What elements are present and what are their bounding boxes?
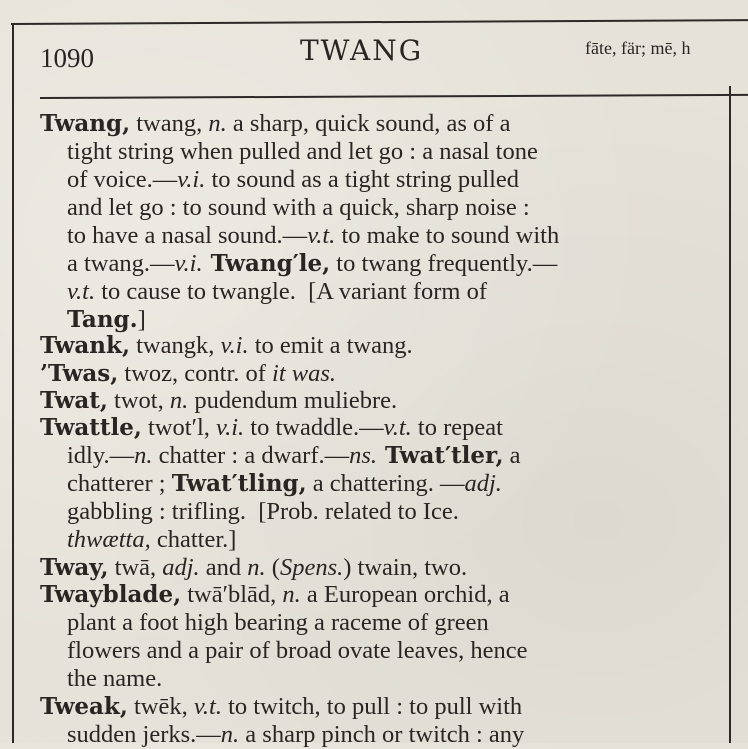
entry-line: v.t. to cause to twangle. [A variant form of — [67, 278, 488, 305]
headword: Tway, — [40, 554, 109, 581]
headword: Twat, — [40, 387, 108, 414]
headword: Twattle, — [40, 414, 142, 441]
page-left-border — [12, 25, 14, 743]
column-rule — [729, 86, 731, 743]
running-head: TWANG — [300, 34, 424, 67]
headword: Twang, — [40, 110, 131, 137]
entry-line: sudden jerks.—n. a sharp pinch or twitch : any — [67, 721, 525, 748]
entry-line: Twayblade, twā′blād, n. a European orchid, a — [40, 581, 510, 608]
sub-headword: Twat′tling, — [171, 470, 307, 497]
entry-line: Tang.] — [67, 306, 146, 333]
entry-line: Twang, twang, n. a sharp, quick sound, as of a — [40, 110, 511, 137]
entry-line: the name. — [67, 665, 163, 692]
entry-line: Twattle, twot′l, v.i. to twaddle.—v.t. to repeat — [40, 414, 503, 441]
entry-line: ’Twas, twoz, contr. of it was. — [40, 360, 337, 387]
entry-line: tight string when pulled and let go : a nasal tone — [67, 138, 538, 165]
entry-line: plant a foot high bearing a raceme of green — [67, 609, 489, 636]
headword: Tweak, — [40, 693, 128, 720]
entry-line: Tway, twā, adj. and n. (Spens.) twain, two. — [40, 554, 468, 581]
cross-reference: Tang. — [67, 306, 138, 333]
entry-line: and let go : to sound with a quick, sharp noise : — [67, 194, 530, 221]
header-rule — [40, 94, 748, 99]
headword: Twayblade, — [40, 581, 182, 608]
page-number: 1090 — [40, 43, 94, 73]
entry-line: thwætta, chatter.] — [67, 526, 237, 553]
pronunciation-key: fāte, fär; mē, h — [585, 38, 691, 58]
page-top-border — [11, 19, 748, 25]
sub-headword: Twat′tler, — [377, 442, 504, 469]
entry-line: Twank, twangk, v.i. to emit a twang. — [40, 332, 413, 359]
entry-line: flowers and a pair of broad ovate leaves, hence — [67, 637, 528, 664]
entry-line: Tweak, twēk, v.t. to twitch, to pull : to pull with — [40, 693, 523, 720]
entry-line: Twat, twot, n. pudendum muliebre. — [40, 387, 398, 414]
entry-line: a twang.—v.i. Twang′le, to twang frequently.— — [67, 250, 558, 277]
sub-headword: Twang′le, — [202, 250, 331, 277]
entry-line: chatterer ; Twat′tling, a chattering. —adj. — [67, 470, 502, 497]
entry-line: idly.—n. chatter : a dwarf.—ns. Twat′tler, a — [67, 442, 521, 469]
page-header — [0, 32, 748, 87]
headword: Twank, — [40, 332, 130, 359]
entry-line: to have a nasal sound.—v.t. to make to sound with — [67, 222, 560, 249]
headword: ’Twas, — [40, 360, 119, 387]
entry-line: of voice.—v.i. to sound as a tight string pulled — [67, 166, 520, 193]
entry-line: gabbling : trifling. [Prob. related to Ice. — [67, 498, 459, 525]
